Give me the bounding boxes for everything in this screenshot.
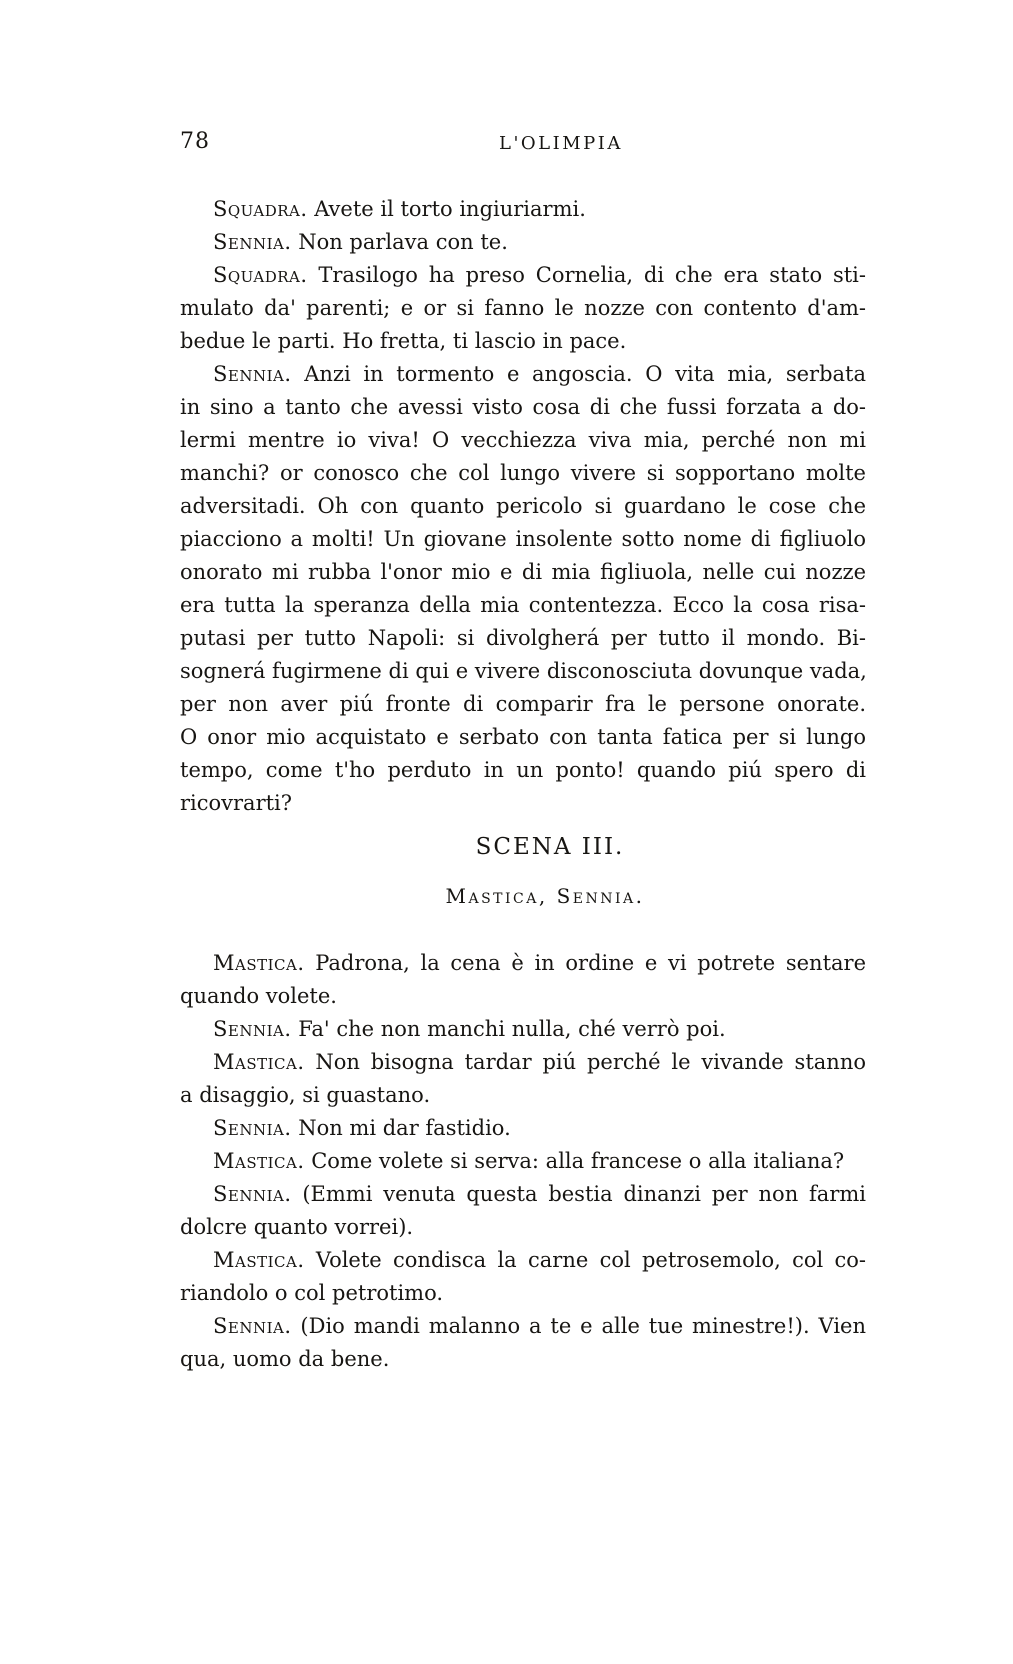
text-line: O onor mio acquistato e serbato con tanta fatica per si lungo [180, 725, 866, 749]
text-line: Sennia. (Emmi venuta questa bestia dinanzi per non farmi [213, 1182, 866, 1206]
text-line: dolcre quanto vorrei). [180, 1215, 414, 1239]
text-line: piacciono a molti! Un giovane insolente sotto nome di figliuolo [180, 527, 866, 551]
scene-characters: Mastica, Sennia. [445, 884, 645, 908]
page-number: 78 [180, 129, 210, 154]
text-line: Sennia. Non mi dar fastidio. [213, 1116, 511, 1140]
text-line: Mastica. Padrona, la cena è in ordine e vi potrete sentare [213, 951, 866, 975]
text-line: onorato mi rubba l'onor mio e di mia figliuola, nelle cui nozze [180, 560, 866, 584]
text-line: Sennia. Non parlava con te. [213, 230, 508, 254]
scene-heading: SCENA III. [475, 834, 625, 860]
text-line: manchi? or conosco che col lungo vivere si sopportano molte [180, 461, 866, 485]
speaker-name: Squadra. [213, 263, 308, 287]
text-line: qua, uomo da bene. [180, 1347, 390, 1371]
text-line: Mastica. Non bisogna tardar piú perché le vivande stanno [213, 1050, 866, 1074]
text-line: Squadra. Trasilogo ha preso Cornelia, di che era stato sti- [213, 263, 866, 287]
text-line: a disaggio, si guastano. [180, 1083, 431, 1107]
text-line: quando volete. [180, 984, 337, 1008]
text-line: adversitadi. Oh con quanto pericolo si guardano le cose che [180, 494, 866, 518]
scene-3-dialogue-block [180, 947, 866, 1376]
text-line: in sino a tanto che avessi visto cosa di che fussi forzata a do- [180, 395, 866, 419]
speaker-name: Sennia. [213, 1314, 292, 1338]
scene-2-dialogue-block [180, 193, 866, 820]
speaker-name: Sennia. [213, 1116, 292, 1140]
running-title: L'OLIMPIA [499, 133, 623, 154]
speaker-name: Sennia. [213, 230, 292, 254]
text-line: Sennia. (Dio mandi malanno a te e alle tue minestre!). Vien [213, 1314, 866, 1338]
speaker-name: Mastica. [213, 1050, 305, 1074]
speaker-name: Mastica. [213, 951, 305, 975]
text-line: sognerá fugirmene di qui e vivere disconosciuta dovunque vada, [180, 659, 867, 683]
text-line: era tutta la speranza della mia contentezza. Ecco la cosa risa- [180, 593, 866, 617]
text-line: Squadra. Avete il torto ingiuriarmi. [213, 197, 586, 221]
text-line: per non aver piú fronte di comparir fra le persone onorate. [180, 692, 866, 716]
speaker-name: Mastica. [213, 1149, 305, 1173]
text-line: ricovrarti? [180, 791, 293, 815]
text-line: tempo, come t'ho perduto in un ponto! quando piú spero di [180, 758, 866, 782]
speaker-name: Sennia. [213, 1017, 292, 1041]
text-line: Sennia. Fa' che non manchi nulla, ché verrò poi. [213, 1017, 726, 1041]
text-line: bedue le parti. Ho fretta, ti lascio in pace. [180, 329, 627, 353]
speaker-name: Sennia. [213, 1182, 292, 1206]
text-line: Mastica. Come volete si serva: alla francese o alla italiana? [213, 1149, 845, 1173]
text-line: lermi mentre io viva! O vecchiezza viva mia, perché non mi [180, 428, 866, 452]
text-line: Mastica. Volete condisca la carne col petrosemolo, col co- [213, 1248, 866, 1272]
text-line: riandolo o col petrotimo. [180, 1281, 444, 1305]
text-line: putasi per tutto Napoli: si divolgherá per tutto il mondo. Bi- [180, 626, 866, 650]
speaker-name: Mastica. [213, 1248, 305, 1272]
text-line: mulato da' parenti; e or si fanno le nozze con contento d'am- [180, 296, 866, 320]
speaker-name: Squadra. [213, 197, 308, 221]
text-line: Sennia. Anzi in tormento e angoscia. O vita mia, serbata [213, 362, 866, 386]
speaker-name: Sennia. [213, 362, 292, 386]
